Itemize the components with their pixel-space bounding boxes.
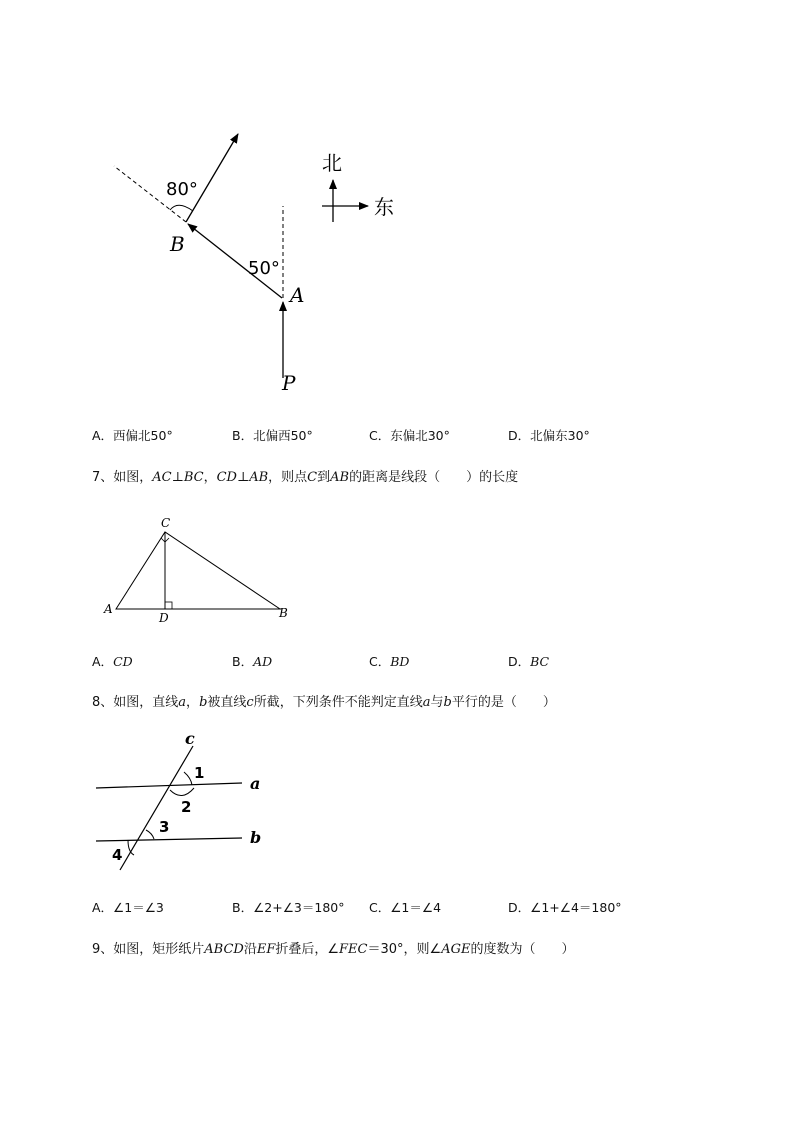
question-7-text: [92, 470, 518, 486]
question-9-text: [92, 942, 574, 958]
q7-option-c-prefix: C．: [369, 654, 391, 669]
label-c: c: [185, 730, 195, 748]
q9-ef: EF: [256, 942, 276, 957]
q7-option-d: [508, 654, 549, 670]
q7-number: 7、如图，: [92, 470, 153, 485]
q8-option-a: A．∠1＝∠3: [92, 900, 164, 915]
q9-text-3: 折叠后，∠: [275, 942, 340, 957]
angle-label-80: 80°: [166, 179, 198, 200]
q7-cd-ab: CD⊥AB: [216, 470, 269, 485]
figure-parallel-lines: [90, 730, 280, 880]
point-label-p: P: [282, 371, 296, 395]
q7-option-a: [92, 654, 133, 670]
q9-text-4: ＝30°，则∠: [367, 942, 442, 957]
q8-a2: a: [422, 695, 431, 710]
q9-abcd: ABCD: [204, 942, 244, 957]
q7-option-c: [369, 654, 409, 670]
angle-label-50: 50°: [248, 258, 280, 279]
q8-text-1: 8、如图，直线: [92, 695, 179, 710]
q7-option-b-value: AD: [253, 654, 273, 669]
angle-label-1: 1: [194, 764, 205, 782]
q8-option-c: C．∠1＝∠4: [369, 900, 442, 915]
q8-text-4: 与: [430, 695, 444, 710]
q7-option-d-prefix: D．: [508, 654, 531, 669]
label-b: B: [279, 606, 288, 620]
q6-option-d: D．北偏东30°: [508, 428, 590, 443]
angle-arc-3: [146, 830, 154, 839]
q6-option-b: B．北偏西50°: [232, 428, 313, 443]
line-b: [96, 838, 242, 841]
angle-label-4: 4: [112, 846, 123, 864]
figure-direction-angles: [100, 120, 420, 400]
q9-fec: FEC: [339, 942, 368, 957]
q8-comma: ，: [186, 695, 200, 710]
figure-right-triangle: [100, 512, 300, 627]
angle-label-3: 3: [159, 818, 170, 836]
angle-arc-2: [170, 788, 194, 796]
label-b: b: [250, 828, 262, 847]
q7-sep: ，: [203, 470, 217, 485]
triangle-abc: [116, 532, 280, 609]
q9-text-2: 沿: [243, 942, 257, 957]
point-label-a: A: [290, 283, 305, 307]
compass-north-label: 北: [322, 151, 342, 175]
q8-c: c: [246, 695, 254, 710]
angle-arc-b: [170, 205, 193, 211]
q7-option-d-value: BC: [530, 654, 550, 669]
question-8-text: [92, 695, 556, 711]
compass-east-label: 东: [374, 195, 394, 219]
label-a: a: [250, 774, 261, 793]
q8-b2: b: [443, 695, 452, 710]
q8-text-5: 平行的是（ ）: [451, 695, 556, 710]
q7-option-b-prefix: B．: [232, 654, 254, 669]
q7-line-ab: AB: [330, 470, 350, 485]
q7-to: 到: [317, 470, 331, 485]
q8-a: a: [178, 695, 187, 710]
q6-option-c: C．东偏北30°: [369, 428, 450, 443]
q8-option-d: D．∠1+∠4＝180°: [508, 900, 622, 915]
q7-option-a-prefix: A．: [92, 654, 114, 669]
label-d: D: [159, 611, 169, 625]
q8-text-3: 所截，下列条件不能判定直线: [253, 695, 423, 710]
q6-option-a: A．西偏北50°: [92, 428, 173, 443]
point-label-b: B: [170, 232, 185, 256]
q9-text-1: 9、如图，矩形纸片: [92, 942, 205, 957]
q7-tail: 的距离是线段（ ）的长度: [349, 470, 519, 485]
q7-then-point: ，则点: [268, 470, 308, 485]
label-a: A: [104, 602, 113, 616]
q8-text-2: 被直线: [207, 695, 247, 710]
q7-ac-bc: AC⊥BC: [152, 470, 204, 485]
q7-option-b: [232, 654, 272, 670]
ray-from-b: [186, 134, 238, 222]
q7-option-c-value: BD: [390, 654, 410, 669]
q7-option-a-value: CD: [113, 654, 133, 669]
q8-b: b: [199, 695, 208, 710]
q9-age: AGE: [441, 942, 471, 957]
q9-text-5: 的度数为（ ）: [470, 942, 575, 957]
angle-arc-1: [184, 772, 192, 785]
label-c: C: [161, 516, 171, 530]
right-angle-mark-d: [165, 602, 172, 609]
q7-point-c: C: [307, 470, 318, 485]
q8-option-b: B．∠2+∠3＝180°: [232, 900, 345, 915]
angle-label-2: 2: [181, 798, 192, 816]
